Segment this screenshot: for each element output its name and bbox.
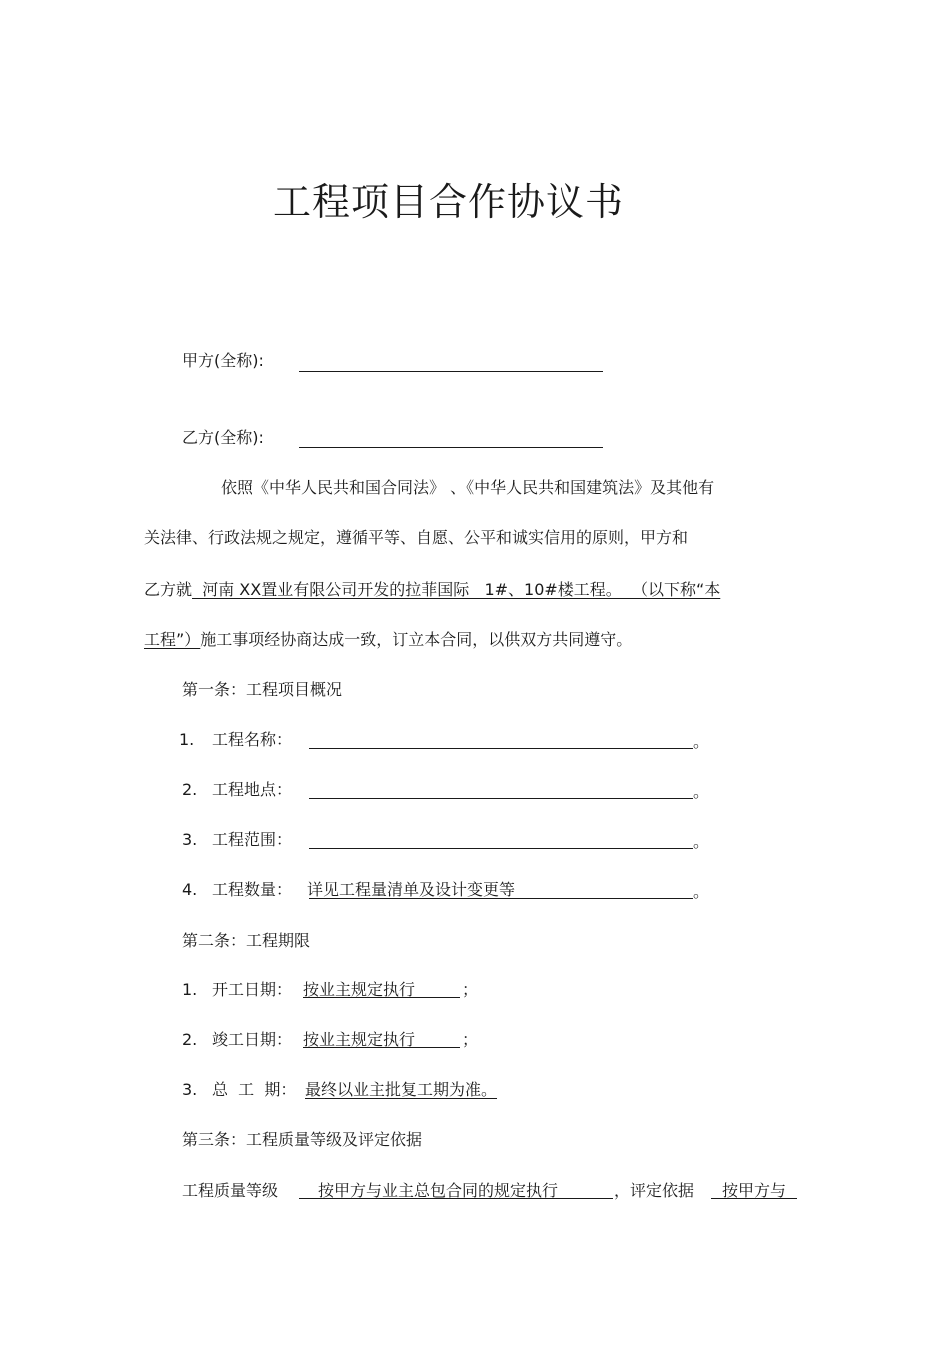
preamble-line-1: 依照《中华人民共和国合同法》 、《中华人民共和国建筑法》及其他有	[221, 478, 715, 497]
article-1-item-4-num: 4.	[182, 880, 198, 899]
project-description: 河南 XX置业有限公司开发的拉菲国际 1#、10#楼工程。 （以下称“本	[192, 580, 721, 599]
evaluation-basis-label: ，评定依据	[614, 1181, 695, 1200]
preamble-line-3	[144, 580, 720, 600]
party-b-label: 乙方(全称):	[182, 428, 264, 447]
article-2-heading: 第二条：工程期限	[182, 931, 311, 950]
quality-grade-value: 按甲方与业主总包合同的规定执行	[318, 1181, 559, 1200]
document-title: 工程项目合作协议书	[273, 180, 625, 224]
quality-grade-label: 工程质量等级	[182, 1181, 279, 1200]
article-2-item-2-label: 竣工日期：	[212, 1030, 293, 1049]
project-name-blank[interactable]	[309, 748, 693, 749]
article-1-item-4-label: 工程数量：	[212, 880, 293, 899]
quality-grade-underline	[299, 1198, 613, 1199]
evaluation-basis-value: 按甲方与	[722, 1181, 787, 1200]
preamble-line-2: 关法律、行政法规之规定，遵循平等、自愿、公平和诚实信用的原则，甲方和	[144, 528, 689, 547]
project-scope-blank[interactable]	[309, 848, 693, 849]
total-duration-value: 最终以业主批复工期为准。	[305, 1080, 498, 1099]
evaluation-basis-underline	[711, 1198, 797, 1199]
article-1-item-1-end: 。	[693, 732, 710, 751]
article-1-item-2-num: 2.	[182, 780, 198, 799]
article-1-item-3-label: 工程范围：	[212, 830, 293, 849]
project-location-blank[interactable]	[309, 798, 693, 799]
article-1-item-1-num: 1.	[179, 730, 195, 749]
article-1-item-2-label: 工程地点：	[212, 780, 293, 799]
article-1-item-1-label: 工程名称：	[212, 730, 293, 749]
article-2-item-3-num: 3.	[182, 1080, 198, 1099]
preamble-line-4-suffix: 施工事项经协商达成一致，订立本合同，以供双方共同遵守。	[200, 630, 633, 649]
preamble-line-4	[144, 630, 632, 650]
article-1-heading: 第一条：工程项目概况	[182, 680, 343, 699]
project-quantity-value: 详见工程量清单及设计变更等	[307, 880, 516, 899]
article-1-item-3-end: 。	[693, 832, 710, 851]
completion-date-underline	[303, 1047, 460, 1048]
party-a-blank[interactable]	[299, 371, 603, 372]
party-a-label: 甲方(全称):	[182, 351, 264, 370]
article-2-item-1-label: 开工日期：	[212, 980, 293, 999]
preamble-line-3-prefix: 乙方就	[144, 580, 193, 599]
project-quantity-blank	[309, 898, 693, 899]
article-1-item-4-end: 。	[693, 882, 710, 901]
article-3-heading: 第三条：工程质量等级及评定依据	[182, 1130, 423, 1149]
party-b-blank[interactable]	[299, 447, 603, 448]
article-1-item-2-end: 。	[693, 782, 710, 801]
article-2-item-3-label: 总 工 期：	[212, 1080, 297, 1099]
article-2-item-1-num: 1.	[182, 980, 198, 999]
article-2-item-2-num: 2.	[182, 1030, 198, 1049]
start-date-value: 按业主规定执行	[303, 980, 416, 999]
article-2-item-2-end: ；	[462, 1030, 479, 1049]
start-date-underline	[303, 997, 460, 998]
article-2-item-1-end: ；	[462, 980, 479, 999]
completion-date-value: 按业主规定执行	[303, 1030, 416, 1049]
project-description-end: 工程”）	[144, 630, 201, 649]
article-1-item-3-num: 3.	[182, 830, 198, 849]
